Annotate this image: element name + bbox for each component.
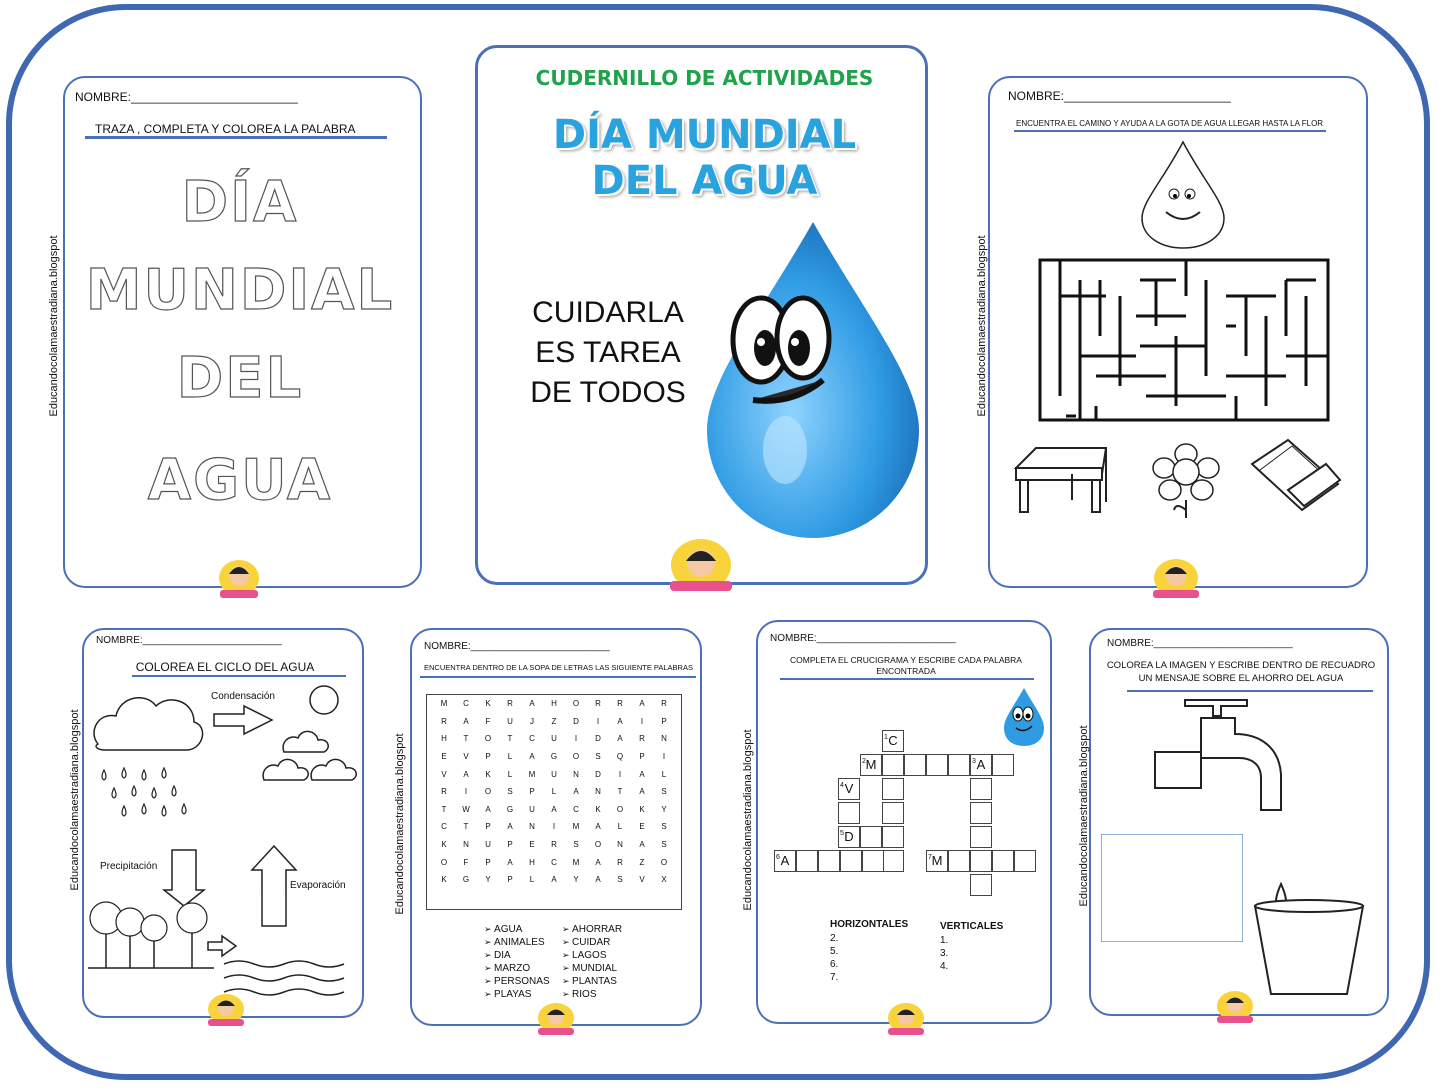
crossword-clue-number: 4 xyxy=(840,782,844,789)
trace-word-mundial: MUNDIAL xyxy=(85,258,395,323)
word-search-letter[interactable]: A xyxy=(595,875,601,885)
crossword-cell[interactable] xyxy=(992,850,1014,872)
crossword-letter: C xyxy=(888,733,898,748)
word-search-letter[interactable]: K xyxy=(485,699,491,709)
word-search-letter[interactable]: P xyxy=(485,822,491,832)
word-search-letter[interactable]: D xyxy=(595,734,601,744)
instruction-line1: COLOREA LA IMAGEN Y ESCRIBE DENTRO DE RECUADRO xyxy=(1106,660,1376,671)
books-icon xyxy=(1248,434,1344,514)
clue-number: 6. xyxy=(830,959,839,970)
cover-card xyxy=(475,45,928,585)
word-search-letter[interactable]: G xyxy=(506,804,514,814)
word-search-letter[interactable]: L xyxy=(617,822,623,832)
crossword-clue-number: 7 xyxy=(928,854,932,861)
blog-credit: Educandocolamaestradiana.blogspot xyxy=(1078,725,1090,907)
flower-icon xyxy=(1146,440,1226,520)
word-search-letter[interactable]: O xyxy=(572,752,580,762)
word-search-letter[interactable]: L xyxy=(507,769,513,779)
crossword-clue-number: 1 xyxy=(884,734,888,741)
word-search-letter[interactable]: O xyxy=(616,804,624,814)
word-search-letter[interactable]: N xyxy=(661,734,667,744)
trace-word-del: DEL xyxy=(176,346,304,411)
word-search-letter[interactable]: P xyxy=(485,857,491,867)
blog-credit: Educandocolamaestradiana.blogspot xyxy=(976,235,988,417)
crossword-cell[interactable] xyxy=(948,850,970,872)
slogan-line2: ES TAREA xyxy=(535,336,681,369)
label-precipitation: Precipitación xyxy=(100,861,158,872)
word-search-letter[interactable]: P xyxy=(661,716,667,726)
trace-word-agua: AGUA xyxy=(147,448,333,513)
word-search-letter[interactable]: S xyxy=(573,840,579,850)
word-search-letter[interactable]: U xyxy=(485,840,491,850)
word-search-letter[interactable]: Q xyxy=(616,752,624,762)
word-search-letter[interactable]: A xyxy=(551,804,557,814)
maestra-logo-icon xyxy=(881,1000,931,1040)
word-list-item: ➢ RIOS xyxy=(562,988,622,1001)
word-search-letter[interactable]: U xyxy=(551,734,557,744)
crossword-cell[interactable] xyxy=(882,778,904,800)
word-list-item: ➢ ANIMALES xyxy=(484,936,550,949)
blog-credit: Educandocolamaestradiana.blogspot xyxy=(394,733,406,915)
word-search-letter[interactable]: H xyxy=(551,699,557,709)
instruction-underline xyxy=(1127,690,1373,692)
word-search-letter[interactable]: R xyxy=(441,716,447,726)
water-cycle-illustration-icon xyxy=(84,678,364,1018)
trace-worksheet-card xyxy=(63,76,422,588)
word-search-letter[interactable]: R xyxy=(595,699,601,709)
word-search-letter[interactable]: K xyxy=(485,769,491,779)
word-search-letter[interactable]: U xyxy=(507,716,513,726)
crossword-cell[interactable] xyxy=(970,850,992,872)
word-list-item: ➢ CUIDAR xyxy=(562,936,622,949)
clue-number: 5. xyxy=(830,946,839,957)
crossword-cell[interactable] xyxy=(992,754,1014,776)
word-search-letter[interactable]: I xyxy=(574,734,578,744)
word-list-item: ➢ PLANTAS xyxy=(562,975,622,988)
word-search-letter[interactable]: A xyxy=(639,787,645,797)
crossword-cell[interactable] xyxy=(970,802,992,824)
blog-credit: Educandocolamaestradiana.blogspot xyxy=(742,729,754,911)
word-search-letter[interactable]: O xyxy=(660,857,668,867)
crossword-cell[interactable] xyxy=(1014,850,1036,872)
word-search-letter[interactable]: C xyxy=(573,804,579,814)
maestra-logo-icon xyxy=(1210,988,1260,1028)
maestra-logo-icon xyxy=(531,1000,581,1040)
maze-icon xyxy=(1036,256,1332,424)
crossword-cell[interactable] xyxy=(882,850,904,872)
instruction-line1: COMPLETA EL CRUCIGRAMA Y ESCRIBE CADA PALABRA xyxy=(790,655,1022,665)
name-field: NOMBRE:_________________________ xyxy=(96,635,282,646)
word-search-row xyxy=(427,730,681,748)
name-field: NOMBRE:_________________________ xyxy=(770,633,956,644)
word-search-letter[interactable]: C xyxy=(463,699,469,709)
word-search-row xyxy=(427,801,681,819)
instruction: ENCUENTRA EL CAMINO Y AYUDA A LA GOTA DE AGUA LLEGAR HASTA LA FLOR xyxy=(1016,119,1324,128)
word-search-letter[interactable]: T xyxy=(463,734,469,744)
word-search-letter[interactable]: G xyxy=(550,752,558,762)
word-search-letter[interactable]: A xyxy=(463,769,469,779)
word-search-letter[interactable]: O xyxy=(594,840,602,850)
word-search-letter[interactable]: T xyxy=(463,822,469,832)
crossword-cell[interactable] xyxy=(882,754,904,776)
word-search-letter[interactable]: S xyxy=(507,787,513,797)
crossword-letter: D xyxy=(844,829,854,844)
word-search-letter[interactable]: T xyxy=(441,804,447,814)
maestra-logo-icon xyxy=(214,556,264,602)
word-search-letter[interactable]: C xyxy=(529,734,535,744)
word-search-letter[interactable]: E xyxy=(529,840,535,850)
word-search-letter[interactable]: H xyxy=(529,857,535,867)
message-box[interactable] xyxy=(1101,834,1243,942)
word-search-letter[interactable]: K xyxy=(441,875,447,885)
word-search-letter[interactable]: A xyxy=(463,716,469,726)
word-search-letter[interactable]: I xyxy=(640,716,644,726)
word-search-letter[interactable]: N xyxy=(617,840,623,850)
crossword-cell[interactable] xyxy=(882,802,904,824)
word-search-letter[interactable]: K xyxy=(639,804,645,814)
word-list-item: ➢ MUNDIAL xyxy=(562,962,622,975)
word-search-letter[interactable]: F xyxy=(463,857,469,867)
word-list-item: ➢ AHORRAR xyxy=(562,923,622,936)
word-search-letter[interactable]: M xyxy=(572,822,580,832)
word-search-letter[interactable]: A xyxy=(551,875,557,885)
instruction-underline xyxy=(420,676,696,678)
table-icon xyxy=(1012,444,1112,516)
word-search-row xyxy=(427,836,681,854)
vertical-clues-list xyxy=(940,934,948,973)
word-search-grid[interactable] xyxy=(426,694,682,910)
word-search-row xyxy=(427,871,681,889)
word-search-letter[interactable]: N xyxy=(529,822,535,832)
crossword-cell[interactable] xyxy=(840,850,862,872)
word-search-letter[interactable]: S xyxy=(661,840,667,850)
water-drop-mascot-icon xyxy=(703,220,928,540)
maestra-logo-icon xyxy=(1147,556,1205,604)
word-search-letter[interactable]: O xyxy=(440,857,448,867)
name-field: NOMBRE:_________________________ xyxy=(1107,638,1293,649)
instruction-line2: ENCONTRADA xyxy=(876,666,936,676)
word-search-letter[interactable]: I xyxy=(464,787,468,797)
word-search-letter[interactable]: K xyxy=(441,840,447,850)
maestra-logo-icon xyxy=(201,991,251,1031)
word-search-letter[interactable]: Y xyxy=(661,804,667,814)
crossword-cell[interactable] xyxy=(838,826,860,848)
word-search-letter[interactable]: W xyxy=(462,804,470,814)
clue-number: 4. xyxy=(940,961,949,972)
word-search-letter[interactable]: D xyxy=(595,769,601,779)
word-search-letter[interactable]: M xyxy=(572,857,580,867)
word-search-letter[interactable]: C xyxy=(551,857,557,867)
instruction: TRAZA , COMPLETA Y COLOREA LA PALABRA xyxy=(95,122,356,136)
word-search-letter[interactable]: E xyxy=(639,822,645,832)
word-search-letter[interactable]: L xyxy=(661,769,667,779)
word-search-letter[interactable]: Z xyxy=(551,716,557,726)
word-search-letter[interactable]: Y xyxy=(573,875,579,885)
word-search-letter[interactable]: V xyxy=(639,875,645,885)
crossword-clue-number: 2 xyxy=(862,758,866,765)
word-search-letter[interactable]: I xyxy=(618,769,622,779)
instruction-line2: UN MENSAJE SOBRE EL AHORRO DEL AGUA xyxy=(1138,673,1344,684)
word-search-letter[interactable]: A xyxy=(529,752,535,762)
clue-number: 2. xyxy=(830,933,839,944)
word-search-letter[interactable]: L xyxy=(529,875,535,885)
word-search-letter[interactable]: A xyxy=(617,716,623,726)
crossword-clue-number: 3 xyxy=(972,758,976,765)
crossword-cell[interactable] xyxy=(860,826,882,848)
label-condensation: Condensación xyxy=(211,691,275,702)
word-search-letter[interactable]: P xyxy=(485,752,491,762)
word-search-letter[interactable]: P xyxy=(639,752,645,762)
word-search-letter[interactable]: A xyxy=(595,857,601,867)
clue-number: 3. xyxy=(940,948,949,959)
word-search-letter[interactable]: V xyxy=(463,752,469,762)
crossword-cell[interactable] xyxy=(774,850,796,872)
word-search-letter[interactable]: A xyxy=(529,699,535,709)
word-search-letter[interactable]: M xyxy=(528,769,536,779)
crossword-cell[interactable] xyxy=(882,826,904,848)
word-search-row xyxy=(427,765,681,783)
word-search-row xyxy=(427,695,681,713)
crossword-letter: M xyxy=(865,757,877,772)
word-search-letter[interactable]: A xyxy=(595,822,601,832)
crossword-cell[interactable] xyxy=(862,850,884,872)
name-field: NOMBRE:_________________________ xyxy=(1008,89,1231,103)
word-search-row xyxy=(427,748,681,766)
instruction-underline xyxy=(1014,130,1326,132)
word-search-letter[interactable]: P xyxy=(507,840,513,850)
word-search-letter[interactable]: N xyxy=(573,769,579,779)
word-search-letter[interactable]: G xyxy=(462,875,470,885)
word-search-letter[interactable]: R xyxy=(441,787,447,797)
word-list-column-2 xyxy=(562,923,622,1001)
word-search-letter[interactable]: A xyxy=(485,804,491,814)
word-search-letter[interactable]: S xyxy=(617,875,623,885)
slogan-line1: CUIDARLA xyxy=(532,296,684,329)
label-evaporation: Evaporación xyxy=(290,880,346,891)
word-search-letter[interactable]: S xyxy=(595,752,601,762)
crossword-letter: A xyxy=(780,853,790,868)
crossword-cell[interactable] xyxy=(926,754,948,776)
crossword-grid[interactable] xyxy=(758,622,1052,922)
word-search-letter[interactable]: R xyxy=(639,734,645,744)
word-list-item: ➢ PLAYAS xyxy=(484,988,550,1001)
word-search-letter[interactable]: M xyxy=(440,699,448,709)
word-search-letter[interactable]: H xyxy=(441,734,447,744)
word-search-letter[interactable]: R xyxy=(617,699,623,709)
blog-credit: Educandocolamaestradiana.blogspot xyxy=(69,709,81,891)
crossword-cell[interactable] xyxy=(970,874,992,896)
word-search-letter[interactable]: S xyxy=(661,822,667,832)
word-search-row xyxy=(427,818,681,836)
crossword-cell[interactable] xyxy=(970,754,992,776)
word-search-letter[interactable]: T xyxy=(507,734,513,744)
faucet-worksheet-card xyxy=(1089,628,1389,1016)
crossword-letter: A xyxy=(976,757,986,772)
crossword-letter: V xyxy=(844,781,854,796)
crossword-cell[interactable] xyxy=(818,850,840,872)
word-search-letter[interactable]: K xyxy=(595,804,601,814)
word-search-letter[interactable]: R xyxy=(507,699,513,709)
cover-title-line1: DÍA MUNDIAL xyxy=(552,112,857,158)
word-search-letter[interactable]: D xyxy=(573,716,579,726)
word-search-letter[interactable]: N xyxy=(595,787,601,797)
word-search-letter[interactable]: A xyxy=(639,699,645,709)
instruction: ENCUENTRA DENTRO DE LA SOPA DE LETRAS LAS SIGUIENTE PALABRAS xyxy=(424,663,693,672)
word-search-letter[interactable]: X xyxy=(661,875,667,885)
crossword-cell[interactable] xyxy=(838,778,860,800)
crossword-cell[interactable] xyxy=(970,826,992,848)
word-search-letter[interactable]: N xyxy=(463,840,469,850)
horizontal-clues-title: HORIZONTALES xyxy=(830,919,909,930)
word-list-item: ➢ LAGOS xyxy=(562,949,622,962)
slogan-line3: DE TODOS xyxy=(530,376,686,409)
word-search-row xyxy=(427,783,681,801)
instruction-underline xyxy=(85,136,387,139)
word-list-item: ➢ MARZO xyxy=(484,962,550,975)
word-search-letter[interactable]: I xyxy=(596,716,600,726)
horizontal-clues-list xyxy=(830,932,838,984)
maze-worksheet-card xyxy=(988,76,1368,588)
crossword-cell[interactable] xyxy=(838,802,860,824)
word-search-letter[interactable]: C xyxy=(441,822,447,832)
name-field: NOMBRE:_________________________ xyxy=(424,641,610,652)
word-search-letter[interactable]: A xyxy=(507,857,513,867)
word-search-letter[interactable]: S xyxy=(661,787,667,797)
word-search-letter[interactable]: O xyxy=(484,787,492,797)
word-search-letter[interactable]: O xyxy=(572,699,580,709)
word-search-letter[interactable]: A xyxy=(639,840,645,850)
crossword-cell[interactable] xyxy=(904,754,926,776)
word-search-letter[interactable]: U xyxy=(551,769,557,779)
word-search-letter[interactable]: U xyxy=(529,804,535,814)
word-search-letter[interactable]: P xyxy=(507,875,513,885)
crossword-worksheet-card xyxy=(756,620,1052,1024)
crossword-cell[interactable] xyxy=(882,730,904,752)
word-search-letter[interactable]: E xyxy=(441,752,447,762)
word-search-worksheet-card xyxy=(410,628,702,1026)
trace-word-dia: DÍA xyxy=(181,170,299,235)
word-search-letter[interactable]: P xyxy=(529,787,535,797)
maestra-logo-icon xyxy=(664,535,738,597)
blog-credit: Educandocolamaestradiana.blogspot xyxy=(48,235,60,417)
word-search-letter[interactable]: L xyxy=(507,752,513,762)
word-search-letter[interactable]: A xyxy=(639,769,645,779)
word-search-letter[interactable]: I xyxy=(552,822,556,832)
crossword-clue-number: 5 xyxy=(840,830,844,837)
instruction: COLOREA EL CICLO DEL AGUA xyxy=(135,660,315,674)
word-search-letter[interactable]: R xyxy=(617,857,623,867)
word-search-letter[interactable]: Y xyxy=(485,875,491,885)
smiling-drop-icon xyxy=(1138,140,1228,250)
word-search-letter[interactable]: A xyxy=(507,822,513,832)
word-search-letter[interactable]: R xyxy=(661,699,667,709)
word-search-letter[interactable]: I xyxy=(662,752,666,762)
word-search-letter[interactable]: L xyxy=(551,787,557,797)
crossword-cell[interactable] xyxy=(926,850,948,872)
cover-title-line2: DEL AGUA xyxy=(591,158,818,204)
word-list-item: ➢ AGUA xyxy=(484,923,550,936)
crossword-clue-number: 6 xyxy=(776,854,780,861)
word-search-letter[interactable]: T xyxy=(617,787,623,797)
word-search-letter[interactable]: A xyxy=(617,734,623,744)
clue-number: 7. xyxy=(830,972,839,983)
crossword-letter: M xyxy=(931,853,943,868)
word-search-letter[interactable]: O xyxy=(484,734,492,744)
crossword-cell[interactable] xyxy=(796,850,818,872)
word-search-letter[interactable]: R xyxy=(551,840,557,850)
crossword-cell[interactable] xyxy=(970,778,992,800)
word-search-letter[interactable]: A xyxy=(573,787,579,797)
word-search-letter[interactable]: V xyxy=(441,769,447,779)
clue-number: 1. xyxy=(940,935,949,946)
word-search-row xyxy=(427,713,681,731)
water-cycle-worksheet-card xyxy=(82,628,364,1018)
name-field: NOMBRE:_________________________ xyxy=(75,90,298,104)
word-search-row xyxy=(427,853,681,871)
word-search-letter[interactable]: Z xyxy=(639,857,645,867)
vertical-clues-title: VERTICALES xyxy=(940,921,1004,932)
cover-subtitle: CUDERNILLO DE ACTIVIDADES xyxy=(535,66,874,90)
word-list-item: ➢ PERSONAS xyxy=(484,975,550,988)
word-search-letter[interactable]: J xyxy=(530,716,534,726)
word-list-column-1 xyxy=(484,923,550,1001)
instruction-underline xyxy=(132,675,346,677)
crossword-cell[interactable] xyxy=(860,754,882,776)
crossword-cell[interactable] xyxy=(948,754,970,776)
word-search-letter[interactable]: F xyxy=(485,716,491,726)
word-list-item: ➢ DIA xyxy=(484,949,550,962)
